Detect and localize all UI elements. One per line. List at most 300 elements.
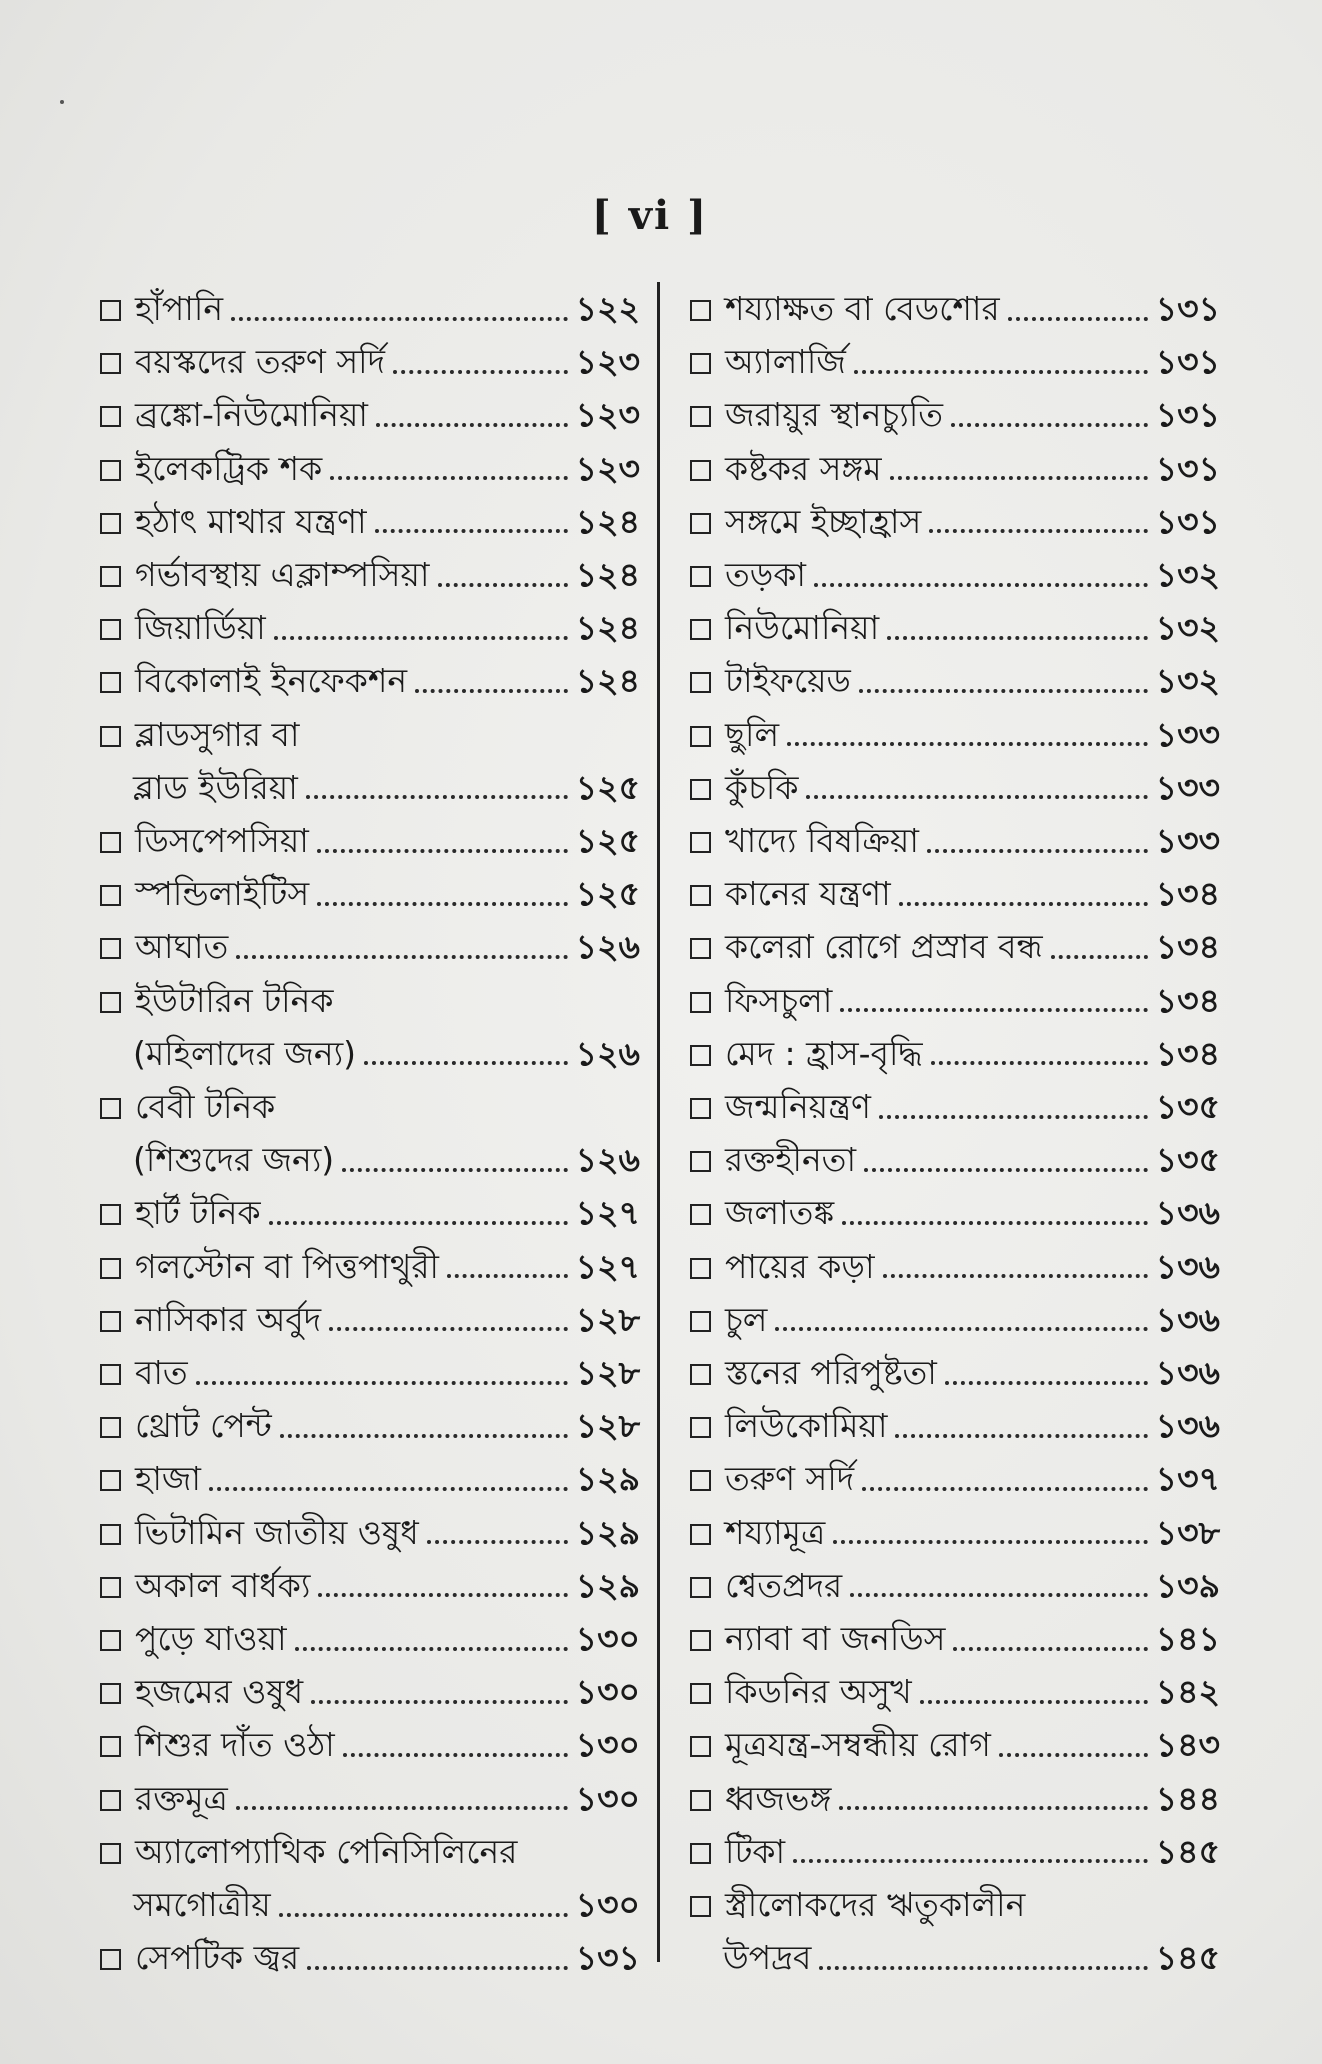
- toc-entry-title: হাজা: [135, 1459, 202, 1499]
- toc-entry-line: [690, 974, 1220, 1027]
- dot-leader: [438, 583, 568, 587]
- toc-entry: [100, 1452, 640, 1505]
- toc-entry: [690, 1080, 1220, 1133]
- toc-entry-page: ১৪১: [1155, 1619, 1220, 1659]
- toc-entry-page: ১৩৪: [1155, 927, 1220, 967]
- dot-leader: [375, 529, 568, 533]
- toc-entry-page: ১৩০: [575, 1778, 640, 1818]
- toc-entry-page: ১২৮: [575, 1406, 640, 1446]
- checkbox-square-icon: [100, 1258, 121, 1279]
- dot-leader: [899, 902, 1148, 906]
- toc-entry: [100, 1399, 640, 1452]
- toc-entry: [690, 1186, 1220, 1239]
- toc-entry-line: [690, 548, 1220, 601]
- toc-entry: [690, 1665, 1220, 1718]
- toc-entry-title: বয়স্কদের তরুণ সর্দি: [135, 342, 385, 382]
- toc-entry-line: [100, 974, 640, 1027]
- dot-leader: [236, 955, 567, 959]
- dot-leader: [393, 370, 568, 374]
- toc-entry: [690, 388, 1220, 441]
- dot-leader: [209, 1487, 568, 1491]
- toc-entry-line: [690, 761, 1220, 814]
- checkbox-square-icon: [100, 1470, 121, 1491]
- toc-entry-line: [100, 495, 640, 548]
- dot-leader: [196, 1381, 568, 1385]
- dot-leader: [854, 370, 1148, 374]
- toc-entry-title: শিশুর দাঁত ওঠা: [135, 1725, 335, 1765]
- checkbox-square-icon: [690, 566, 711, 587]
- toc-entry-page: ১২৭: [575, 1193, 640, 1233]
- checkbox-square-icon: [690, 1045, 711, 1066]
- toc-entry-title: উপদ্রব: [723, 1938, 812, 1978]
- toc-entry: [100, 1240, 640, 1293]
- toc-entry-title: কুঁচকি: [725, 767, 799, 807]
- checkbox-square-icon: [690, 1258, 711, 1279]
- toc-entry-page: ১৩১: [1155, 395, 1220, 435]
- toc-entry-line: [690, 654, 1220, 707]
- toc-entry-page: ১২২: [575, 289, 640, 328]
- toc-entry-title: হঠাৎ মাথার যন্ত্রণা: [135, 501, 367, 541]
- toc-entry: [690, 1293, 1220, 1346]
- toc-entry-title: অকাল বার্ধক্য: [135, 1565, 311, 1605]
- column-divider: [657, 282, 660, 1962]
- toc-entry: [100, 1080, 640, 1186]
- toc-entry: [100, 814, 640, 867]
- toc-entry: [690, 495, 1220, 548]
- toc-entry: [690, 1506, 1220, 1559]
- toc-entry-title: (মহিলাদের জন্য): [133, 1033, 357, 1073]
- dot-leader: [850, 1593, 1148, 1597]
- dot-leader: [920, 1700, 1148, 1704]
- toc-entry-page: ১২৬: [575, 1140, 640, 1180]
- toc-entry-title: চুল: [725, 1299, 768, 1339]
- dot-leader: [330, 476, 568, 480]
- toc-entry-page: ১৩৪: [1155, 1033, 1220, 1073]
- dot-leader: [427, 1540, 568, 1544]
- toc-entry-line: [690, 1293, 1220, 1346]
- toc-entry-line: [690, 442, 1220, 495]
- checkbox-square-icon: [690, 779, 711, 800]
- toc-entry-title: অ্যালোপ্যাথিক পেনিসিলিনের: [135, 1831, 518, 1871]
- dot-leader: [280, 1434, 568, 1438]
- toc-entry: [100, 1718, 640, 1771]
- toc-entry: [690, 920, 1220, 973]
- toc-entry-line: [690, 1346, 1220, 1399]
- checkbox-square-icon: [100, 1098, 121, 1119]
- toc-entry-page: ১৩৭: [1155, 1459, 1220, 1499]
- checkbox-square-icon: [690, 1630, 711, 1651]
- toc-entry-page: ১৩৬: [1155, 1246, 1220, 1286]
- toc-entry: [100, 708, 640, 814]
- checkbox-square-icon: [690, 1470, 711, 1491]
- toc-entry-title: ন্যাবা বা জনডিস: [725, 1619, 946, 1659]
- toc-entry: [690, 1612, 1220, 1665]
- toc-entry-line: [100, 1027, 640, 1080]
- toc-entry-line: [690, 867, 1220, 920]
- toc-entry-page: ১২৪: [575, 608, 640, 648]
- toc-entry-line: [690, 814, 1220, 867]
- toc-entry-page: ১৩২: [1155, 661, 1220, 701]
- toc-entry: [690, 442, 1220, 495]
- dot-leader: [343, 1753, 568, 1757]
- toc-entry-line: [690, 1133, 1220, 1186]
- toc-entry-line: [100, 282, 640, 335]
- toc-entry-page: ১৩৫: [1155, 1140, 1220, 1180]
- toc-entry-page: ১৩৪: [1155, 874, 1220, 914]
- toc-entry: [100, 1506, 640, 1559]
- toc-entry-line: [100, 1772, 640, 1825]
- toc-entry-line: [100, 1718, 640, 1771]
- toc-entry-title: জিয়ার্ডিয়া: [135, 608, 266, 648]
- toc-entry: [100, 867, 640, 920]
- dot-leader: [231, 317, 568, 321]
- checkbox-square-icon: [100, 992, 121, 1013]
- toc-entry-title: বেবী টনিক: [135, 1087, 276, 1127]
- toc-entry: [690, 601, 1220, 654]
- toc-entry-line: [100, 1133, 640, 1186]
- toc-entry-page: ১৪৩: [1155, 1725, 1220, 1765]
- toc-entry-title: রক্তমূত্র: [135, 1778, 228, 1818]
- dot-leader: [415, 689, 568, 693]
- toc-entry-title: লিউকোমিয়া: [725, 1406, 888, 1446]
- toc-entry-page: ১২৪: [575, 501, 640, 541]
- checkbox-square-icon: [100, 1630, 121, 1651]
- toc-entry-page: ১৩১: [1155, 289, 1220, 328]
- toc-entry-page: ১৪৪: [1155, 1778, 1220, 1818]
- toc-entry-line: [100, 1559, 640, 1612]
- checkbox-square-icon: [690, 1790, 711, 1811]
- toc-entry-line: [690, 1612, 1220, 1665]
- toc-entry-page: ১২৫: [575, 767, 640, 807]
- checkbox-square-icon: [100, 726, 121, 747]
- toc-entry-line: [100, 1399, 640, 1452]
- toc-entry-title: কানের যন্ত্রণা: [725, 874, 891, 914]
- toc-entry-line: [690, 601, 1220, 654]
- toc-entry-title: ভিটামিন জাতীয় ওষুধ: [135, 1512, 419, 1552]
- toc-entry: [690, 1878, 1220, 1984]
- dot-leader: [951, 423, 1148, 427]
- checkbox-square-icon: [100, 938, 121, 959]
- toc-entry-page: ১২৬: [575, 1033, 640, 1073]
- checkbox-square-icon: [100, 1311, 121, 1332]
- toc-entry-title: আঘাত: [135, 927, 229, 967]
- checkbox-square-icon: [690, 460, 711, 481]
- toc-entry-line: [690, 1931, 1220, 1984]
- checkbox-square-icon: [690, 1364, 711, 1385]
- dot-leader: [839, 1806, 1147, 1810]
- toc-entry-line: [690, 282, 1220, 335]
- toc-entry-page: ১৩৯: [1155, 1565, 1220, 1605]
- checkbox-square-icon: [690, 1311, 711, 1332]
- toc-entry-title: স্পন্ডিলাইটিস: [135, 874, 310, 914]
- toc-entry-line: [100, 388, 640, 441]
- toc-entry-line: [690, 1452, 1220, 1505]
- toc-entry: [100, 495, 640, 548]
- toc-entry-title: পায়ের কড়া: [725, 1246, 875, 1286]
- toc-entry-title: হজমের ওষুধ: [135, 1672, 304, 1712]
- toc-entry: [100, 1825, 640, 1931]
- toc-entry-line: [100, 1293, 640, 1346]
- toc-entry: [690, 1027, 1220, 1080]
- toc-entry: [690, 1133, 1220, 1186]
- toc-entry-title: মেদ : হ্রাস-বৃদ্ধি: [725, 1033, 923, 1073]
- toc-entry-line: [100, 548, 640, 601]
- toc-entry: [690, 1346, 1220, 1399]
- toc-entry-title: ধ্বজভঙ্গ: [725, 1778, 832, 1818]
- dot-leader: [840, 1008, 1147, 1012]
- toc-entry-page: ১২৯: [575, 1565, 640, 1605]
- dot-leader: [236, 1806, 568, 1810]
- toc-entry: [690, 282, 1220, 335]
- checkbox-square-icon: [690, 1843, 711, 1864]
- toc-entry-title: ইলেকট্রিক শক: [135, 448, 323, 488]
- toc-entry-page: ১৩৬: [1155, 1193, 1220, 1233]
- dot-leader: [819, 1966, 1147, 1970]
- toc-entry-title: হার্ট টনিক: [135, 1193, 261, 1233]
- dot-leader: [953, 1647, 1147, 1651]
- toc-entry: [690, 335, 1220, 388]
- toc-entry-page: ১৩৫: [1155, 1087, 1220, 1127]
- toc-entry-title: হাঁপানি: [135, 289, 224, 328]
- checkbox-square-icon: [690, 1683, 711, 1704]
- toc-entry: [690, 867, 1220, 920]
- checkbox-square-icon: [690, 1524, 711, 1545]
- toc-entry-line: [100, 1878, 640, 1931]
- toc-entry-line: [690, 920, 1220, 973]
- checkbox-square-icon: [100, 566, 121, 587]
- toc-entry-page: ১৩৩: [1155, 714, 1220, 754]
- dot-leader: [279, 1913, 568, 1917]
- toc-entry-line: [690, 388, 1220, 441]
- toc-entry: [100, 1346, 640, 1399]
- toc-entry-page: ১২৫: [575, 874, 640, 914]
- toc-entry: [100, 1186, 640, 1239]
- toc-entry-page: ১৪৫: [1155, 1831, 1220, 1871]
- toc-entry-page: ১৩০: [575, 1619, 640, 1659]
- toc-entry-line: [100, 601, 640, 654]
- toc-entry-title: শ্বেতপ্রদর: [725, 1565, 843, 1605]
- checkbox-square-icon: [100, 460, 121, 481]
- toc-left-column: [100, 282, 640, 1985]
- checkbox-square-icon: [100, 1790, 121, 1811]
- toc-entry-title: সেপটিক জ্বর: [135, 1938, 300, 1978]
- toc-entry-page: ১৩১: [1155, 342, 1220, 382]
- toc-entry-page: ১৩৬: [1155, 1353, 1220, 1393]
- dot-leader: [887, 636, 1148, 640]
- toc-entry: [100, 548, 640, 601]
- toc-entry-title: টাইফয়েড: [725, 661, 851, 701]
- toc-entry-page: ১৩৪: [1155, 980, 1220, 1020]
- dot-leader: [376, 423, 568, 427]
- toc-entry-page: ১৩০: [575, 1672, 640, 1712]
- toc-entry: [690, 1772, 1220, 1825]
- dot-leader: [306, 795, 568, 799]
- dot-leader: [895, 1434, 1147, 1438]
- checkbox-square-icon: [690, 406, 711, 427]
- toc-entry-page: ১৩১: [1155, 448, 1220, 488]
- toc-entry-page: ১৪৫: [1155, 1938, 1220, 1978]
- dot-leader: [274, 636, 568, 640]
- toc-entry-title: (শিশুদের জন্য): [133, 1140, 335, 1180]
- checkbox-square-icon: [690, 832, 711, 853]
- toc-entry-title: স্তনের পরিপুষ্টতা: [725, 1353, 937, 1393]
- toc-entry: [690, 1559, 1220, 1612]
- toc-entry: [690, 1718, 1220, 1771]
- checkbox-square-icon: [100, 1577, 121, 1598]
- toc-entry-line: [690, 1825, 1220, 1878]
- toc-entry-line: [100, 814, 640, 867]
- toc-entry-title: সমগোত্রীয়: [133, 1885, 271, 1925]
- toc-entry-page: ১২৬: [575, 927, 640, 967]
- toc-entry: [100, 974, 640, 1080]
- toc-entry-page: ১২৯: [575, 1512, 640, 1552]
- checkbox-square-icon: [100, 406, 121, 427]
- toc-entry-page: ১৩২: [1155, 555, 1220, 595]
- toc-entry: [690, 761, 1220, 814]
- toc-entry-title: জলাতঙ্ক: [725, 1193, 835, 1233]
- toc-entry-page: ১২৪: [575, 661, 640, 701]
- checkbox-square-icon: [690, 1098, 711, 1119]
- checkbox-square-icon: [100, 832, 121, 853]
- checkbox-square-icon: [690, 1736, 711, 1757]
- toc-entry-page: ১৩৬: [1155, 1299, 1220, 1339]
- checkbox-square-icon: [690, 672, 711, 693]
- toc-entry-title: জন্মনিয়ন্ত্রণ: [725, 1087, 871, 1127]
- toc-entry-title: তরুণ সর্দি: [725, 1459, 855, 1499]
- toc-entry-line: [690, 1772, 1220, 1825]
- toc-entry-title: মূত্রযন্ত্র-সম্বন্ধীয় রোগ: [725, 1725, 991, 1765]
- toc-entry-line: [690, 1186, 1220, 1239]
- toc-entry-page: ১২৩: [575, 395, 640, 435]
- checkbox-square-icon: [690, 938, 711, 959]
- dot-leader: [342, 1168, 568, 1172]
- toc-entry-line: [100, 920, 640, 973]
- toc-entry-page: ১৩৩: [1155, 821, 1220, 861]
- toc-entry-page: ১৪২: [1155, 1672, 1220, 1712]
- checkbox-square-icon: [100, 513, 121, 534]
- dot-leader: [879, 1115, 1148, 1119]
- toc-entry: [100, 1931, 640, 1984]
- checkbox-square-icon: [690, 1417, 711, 1438]
- toc-entry-title: বিকোলাই ইনফেকশন: [135, 661, 408, 701]
- toc-entry-page: ১৩০: [575, 1725, 640, 1765]
- checkbox-square-icon: [690, 992, 711, 1013]
- toc-entry-title: শয্যামূত্র: [725, 1512, 826, 1552]
- toc-entry-line: [690, 1080, 1220, 1133]
- toc-entry-line: [690, 1878, 1220, 1931]
- checkbox-square-icon: [690, 513, 711, 534]
- toc-entry: [100, 1665, 640, 1718]
- checkbox-square-icon: [100, 619, 121, 640]
- dot-leader: [890, 476, 1148, 480]
- toc-entry-line: [100, 708, 640, 761]
- toc-entry-page: ১৩৩: [1155, 767, 1220, 807]
- toc-entry-title: ফিসচুলা: [725, 980, 833, 1020]
- dot-leader: [329, 1327, 568, 1331]
- checkbox-square-icon: [690, 1896, 711, 1917]
- toc-entry: [690, 814, 1220, 867]
- checkbox-square-icon: [690, 885, 711, 906]
- toc-entry: [690, 1452, 1220, 1505]
- dot-leader: [927, 849, 1148, 853]
- toc-entry: [100, 335, 640, 388]
- toc-entry: [690, 708, 1220, 761]
- toc-entry-title: অ্যালার্জি: [725, 342, 846, 382]
- toc-entry: [690, 1399, 1220, 1452]
- toc-entry-title: ব্লাড ইউরিয়া: [133, 767, 298, 807]
- toc-entry-line: [690, 1665, 1220, 1718]
- dot-leader: [945, 1381, 1148, 1385]
- dot-leader: [806, 795, 1147, 799]
- dot-leader: [318, 1593, 567, 1597]
- toc-entry-line: [100, 1825, 640, 1878]
- toc-entry-page: ১৩১: [575, 1938, 640, 1978]
- toc-right-column: [690, 282, 1220, 1985]
- checkbox-square-icon: [100, 1736, 121, 1757]
- dot-leader: [311, 1700, 568, 1704]
- checkbox-square-icon: [100, 885, 121, 906]
- checkbox-square-icon: [100, 1204, 121, 1225]
- dot-leader: [929, 529, 1147, 533]
- toc-entry-title: ব্লাডসুগার বা: [135, 714, 300, 754]
- dot-leader: [775, 1327, 1147, 1331]
- toc-entry-page: ১২৮: [575, 1353, 640, 1393]
- page-number: [ vi ]: [591, 192, 709, 239]
- toc-entry-line: [690, 708, 1220, 761]
- toc-entry: [100, 601, 640, 654]
- dot-leader: [859, 689, 1148, 693]
- toc-entry-line: [100, 1240, 640, 1293]
- toc-entry-page: ১২৩: [575, 342, 640, 382]
- dot-leader: [931, 1061, 1148, 1065]
- checkbox-square-icon: [690, 1577, 711, 1598]
- checkbox-square-icon: [100, 1524, 121, 1545]
- toc-entry-line: [100, 442, 640, 495]
- dot-leader: [814, 583, 1148, 587]
- dot-leader: [1051, 955, 1148, 959]
- dot-leader: [295, 1647, 568, 1651]
- toc-entry-page: ১৩১: [1155, 501, 1220, 541]
- toc-entry-title: ছুলি: [725, 714, 780, 754]
- dot-leader: [1008, 317, 1148, 321]
- toc-entry-page: ১২৩: [575, 448, 640, 488]
- toc-entry: [690, 654, 1220, 707]
- toc-entry-line: [100, 761, 640, 814]
- toc-entry-title: ডিসপেপসিয়া: [135, 821, 309, 861]
- dot-leader: [307, 1966, 568, 1970]
- checkbox-square-icon: [690, 300, 711, 321]
- dot-leader: [317, 849, 568, 853]
- dot-leader: [787, 742, 1148, 746]
- checkbox-square-icon: [690, 1151, 711, 1172]
- toc-entry-title: ইউটারিন টনিক: [135, 980, 334, 1020]
- toc-entry-title: গর্ভাবস্থায় এক্লাম্পসিয়া: [135, 555, 430, 595]
- dot-leader: [793, 1859, 1148, 1863]
- checkbox-square-icon: [690, 1204, 711, 1225]
- dot-leader: [864, 1168, 1148, 1172]
- checkbox-square-icon: [690, 619, 711, 640]
- toc-entry-line: [690, 1027, 1220, 1080]
- toc-entry-line: [100, 1080, 640, 1133]
- toc-entry-page: ১৩৮: [1155, 1512, 1220, 1552]
- toc-entry-title: পুড়ে যাওয়া: [135, 1619, 287, 1659]
- toc-entry-line: [100, 1186, 640, 1239]
- toc-entry-line: [690, 1559, 1220, 1612]
- toc-entry-page: ১২৭: [575, 1246, 640, 1286]
- dot-leader: [317, 902, 568, 906]
- checkbox-square-icon: [690, 353, 711, 374]
- checkbox-square-icon: [100, 353, 121, 374]
